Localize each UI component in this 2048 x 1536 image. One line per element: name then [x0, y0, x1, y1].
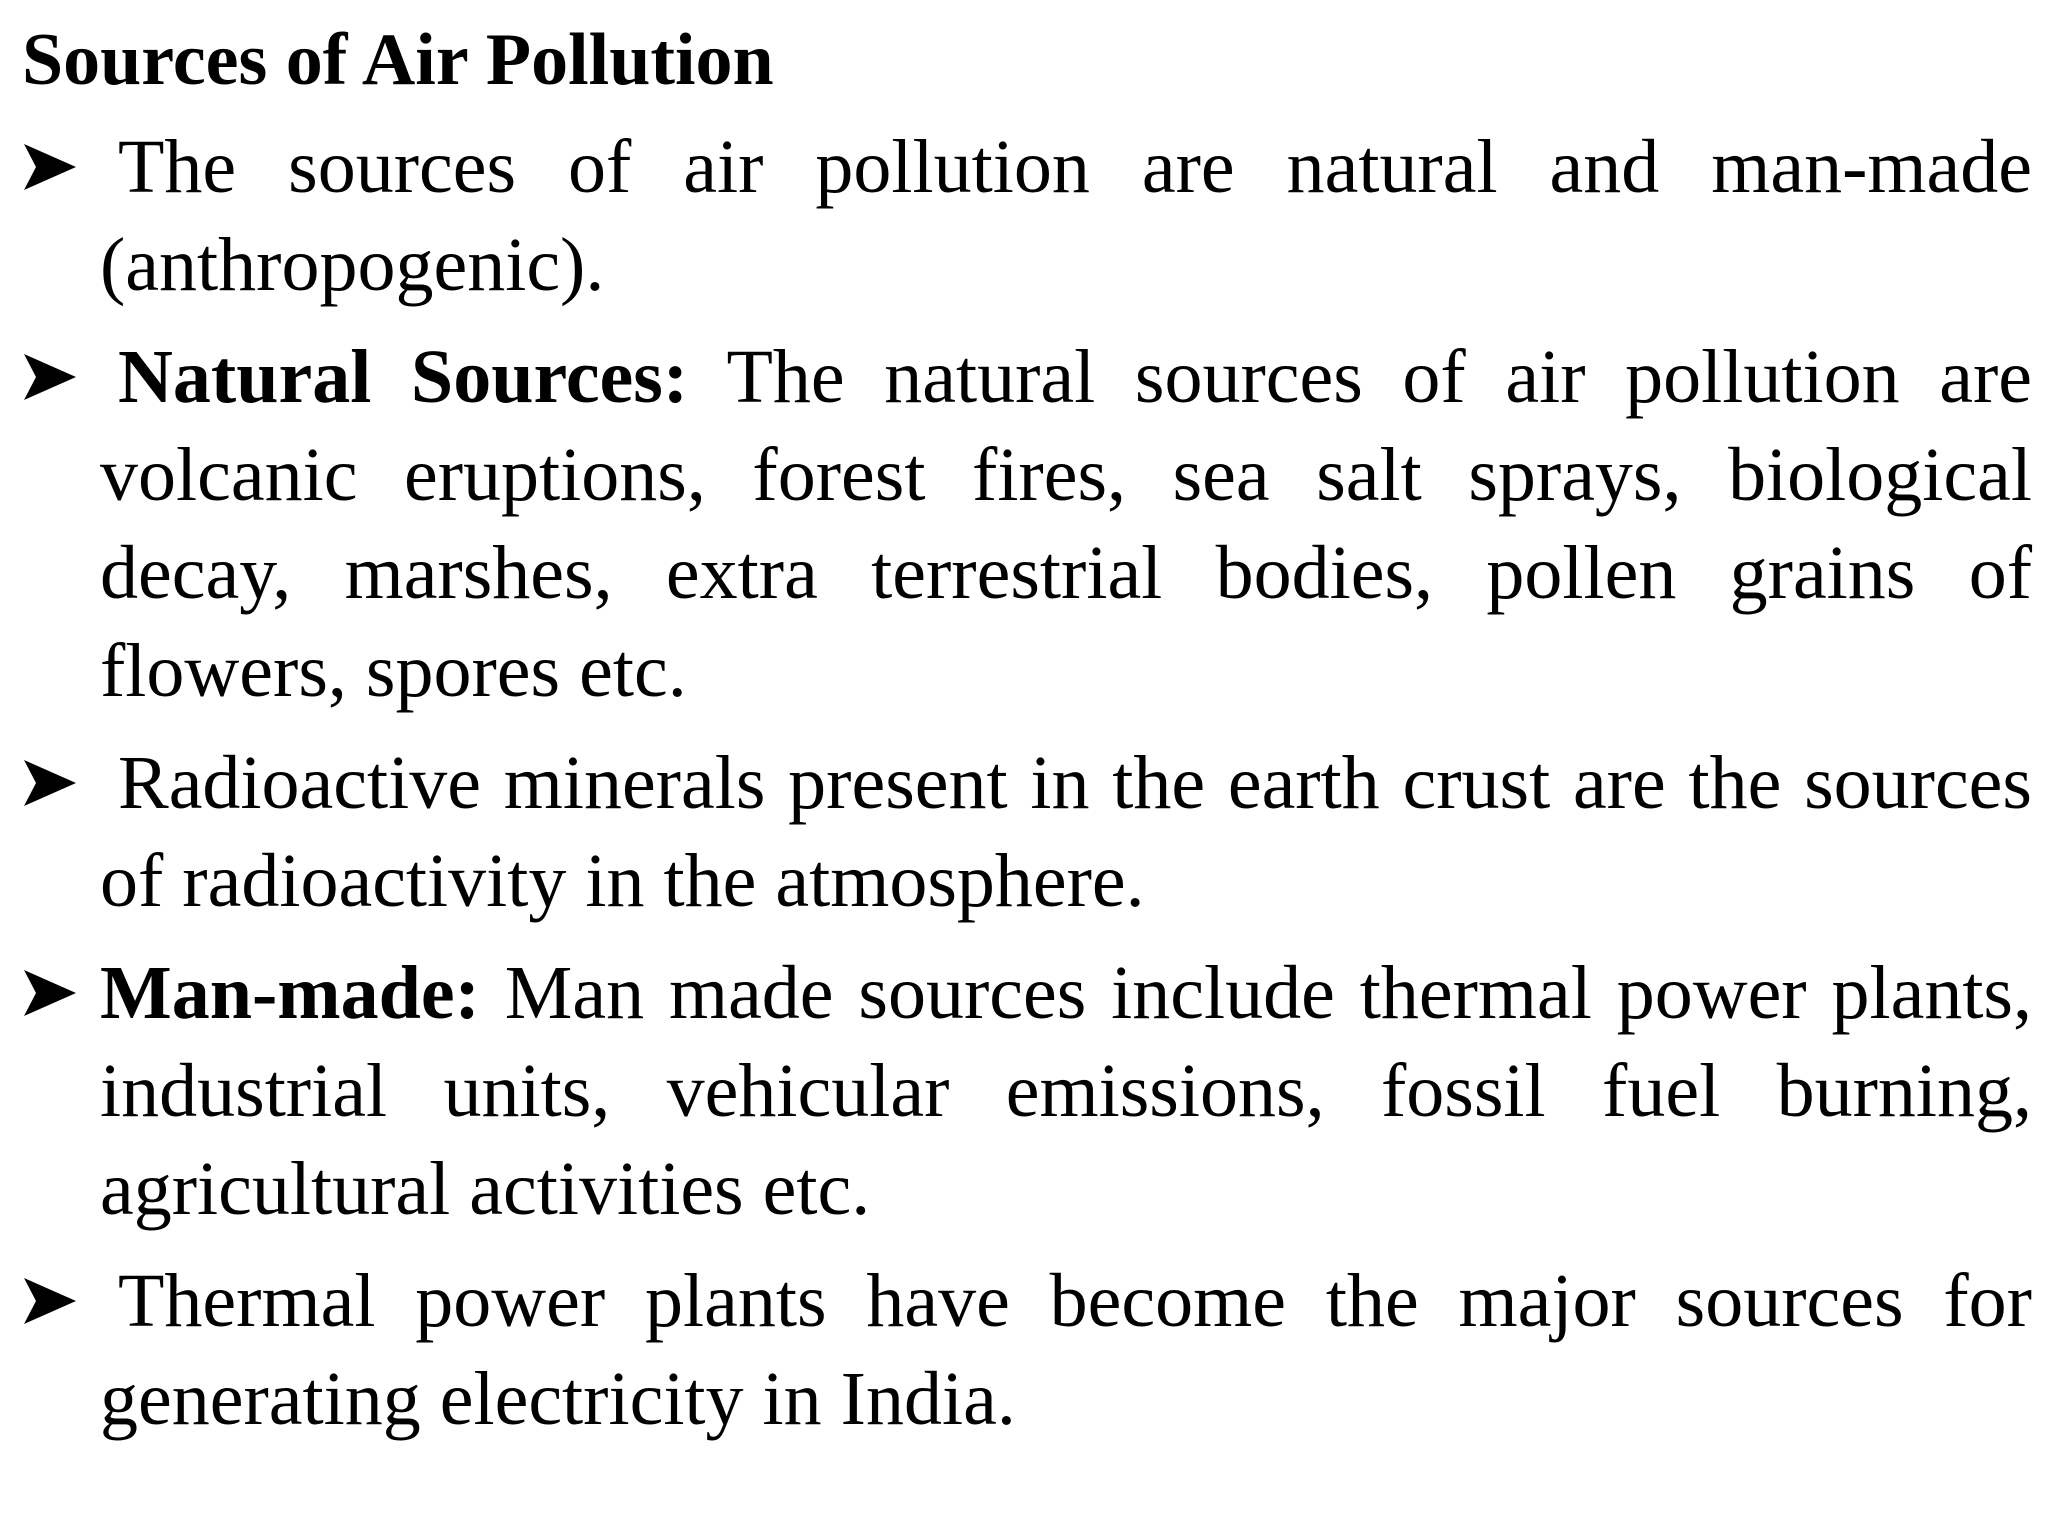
- page-title: Sources of Air Pollution: [22, 19, 774, 101]
- bullet-item: [22, 1252, 2032, 1448]
- arrowhead-bullet-icon: [22, 328, 92, 426]
- arrowhead-bullet-icon: [22, 734, 92, 832]
- bullet-item: [22, 944, 2032, 1238]
- bullet-list: [22, 118, 2032, 1448]
- arrowhead-bullet-icon: [22, 1252, 92, 1350]
- bullet-item: [22, 328, 2032, 720]
- bullet-lead: Natural Sources:: [118, 335, 689, 419]
- bullet-item: [22, 734, 2032, 930]
- bullet-text: The natural sources of air pollution are volcanic eruptions, forest fires, sea salt sprays, biological decay, marshes, extra terrestrial bodies, pollen grains of flowers, spores etc.: [100, 335, 2032, 713]
- bullet-text: The sources of air pollution are natural and man-made (anthropogenic).: [100, 125, 2032, 307]
- arrowhead-bullet-icon: [22, 944, 92, 1042]
- bullet-item: [22, 118, 2032, 314]
- bullet-text: Man made sources include thermal power plants, industrial units, vehicular emissions, fossil fuel burning, agricultural activities etc.: [100, 951, 2033, 1231]
- bullet-text: Radioactive minerals present in the earth crust are the sources of radioactivity in the atmosphere.: [100, 741, 2032, 923]
- bullet-lead: Man-made:: [100, 951, 480, 1035]
- bullet-text: Thermal power plants have become the major sources for generating electricity in India.: [100, 1259, 2032, 1441]
- arrowhead-bullet-icon: [22, 118, 92, 216]
